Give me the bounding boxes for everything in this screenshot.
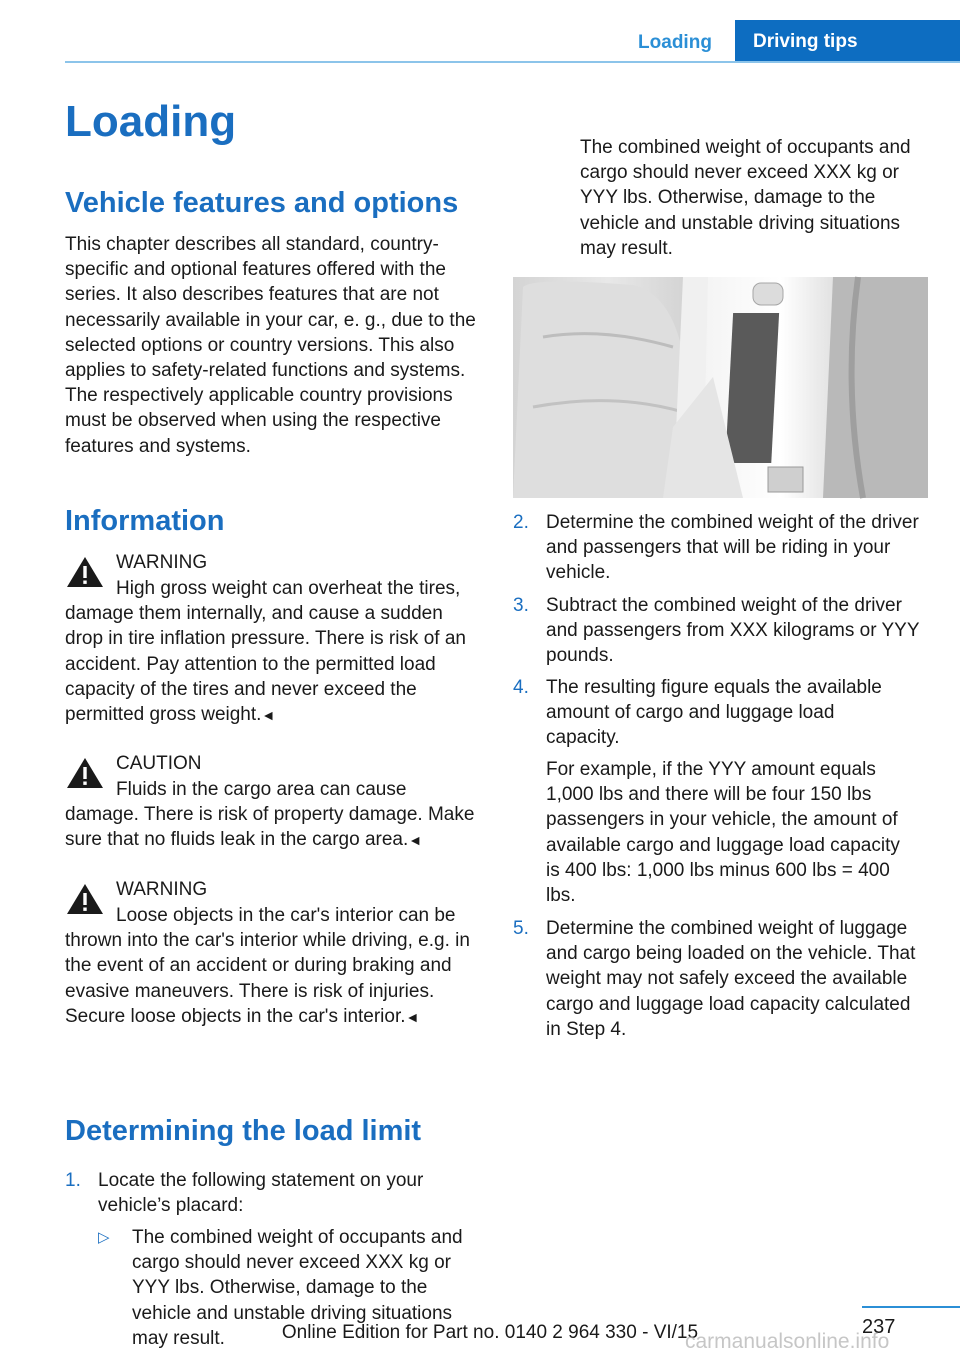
- footer-edition: Online Edition for Part no. 0140 2 964 330 - VI/15: [281, 1322, 699, 1343]
- watermark: carmanualsonline.info: [685, 1330, 890, 1353]
- door-pillar-illustration: [513, 277, 928, 498]
- warning-notice-loose-objects: [65, 877, 477, 1030]
- page-number: 237: [862, 1316, 896, 1338]
- step-text: Determine the combined weight of luggage and cargo being loaded on the vehicle. That weight may not safely exceed the available cargo and luggage load capacity calculated in Step 4.: [546, 918, 916, 1040]
- header-chapter-tab[interactable]: Driving tips: [735, 20, 960, 63]
- page-title: Loading: [65, 97, 237, 146]
- section-heading-information: Information: [65, 505, 225, 537]
- caution-notice: [65, 751, 477, 854]
- warning-title: WARNING: [116, 552, 208, 573]
- header-rule: [65, 61, 960, 63]
- section-heading-load-limit: Determining the load limit: [65, 1115, 422, 1147]
- warning-body: Loose objects in the car's interior can be thrown into the car's interior while driving, e.g. in the event of an accident or during braking and evasive maneuvers. There is risk of injuries. Secure loose objects in the car's interior.◄: [65, 905, 470, 1027]
- step-number: 3.: [513, 595, 529, 616]
- sub-bullet-continuation: [580, 137, 930, 264]
- section-heading-vehicle-features: Vehicle features and options: [65, 187, 459, 219]
- sub-bullet-text: The combined weight of occupants and cargo should never exceed XXX kg or YYY lbs. Otherwise, damage to the vehicle and unstable driving situations may result.: [580, 137, 911, 259]
- step-text: The resulting figure equals the available amount of cargo and luggage load capacity.: [546, 677, 882, 749]
- step-number: 5.: [513, 918, 529, 939]
- step-number: 1.: [65, 1170, 81, 1191]
- warning-triangle-icon: [65, 881, 105, 917]
- warning-notice: [65, 550, 477, 728]
- caution-triangle-icon: [65, 755, 105, 791]
- warning-title: WARNING: [116, 879, 208, 900]
- sub-bullet-text: The combined weight of occupants and cargo should never exceed XXX kg or YYY lbs. Otherwise, damage to the vehicle and unstable driving situations may result.: [132, 1227, 463, 1349]
- step-text: Subtract the combined weight of the driver and passengers from XXX kilograms or YYY pounds.: [546, 595, 920, 667]
- vehicle-features-body: This chapter describes all standard, country-specific and optional features offered with the series. It also describes features that are not necessarily available in your car, e. g., due to the selected options or country versions. This also applies to safety-related functions and systems. The respectively applicable country provisions must be observed when using the respective features and systems.: [65, 234, 476, 457]
- warning-body: High gross weight can overheat the tires, damage them internally, and cause a sudden drop in tire inflation pressure. There is risk of an accident. Pay attention to the permitted load capacity of the tires and never exceed the permitted gross weight.◄: [65, 578, 466, 726]
- caution-body: Fluids in the cargo area can cause damage. There is risk of property damage. Make sure that no fluids leak in the cargo area.◄: [65, 779, 475, 851]
- door-pillar-placard-image: [513, 277, 928, 498]
- step-text: Determine the combined weight of the driver and passengers that will be riding in your vehicle.: [546, 512, 919, 584]
- step-example-text: For example, if the YYY amount equals 1,000 lbs and there will be four 150 lbs passengers in your vehicle, the amount of available cargo and luggage load capacity is 400 lbs: 1,000 lbs minus 600 lbs = 400 lbs.: [546, 759, 900, 907]
- caution-title: CAUTION: [116, 753, 202, 774]
- warning-triangle-icon: [65, 554, 105, 590]
- footer-rule: [862, 1306, 960, 1308]
- step-number: 4.: [513, 677, 529, 698]
- sub-bullet-marker-icon: ▷: [98, 1229, 110, 1246]
- step-text: Locate the following statement on your vehicle’s placard:: [98, 1170, 424, 1217]
- step-number: 2.: [513, 512, 529, 533]
- header-section-label: Loading: [638, 31, 712, 53]
- sub-bullet-left: [132, 1225, 478, 1349]
